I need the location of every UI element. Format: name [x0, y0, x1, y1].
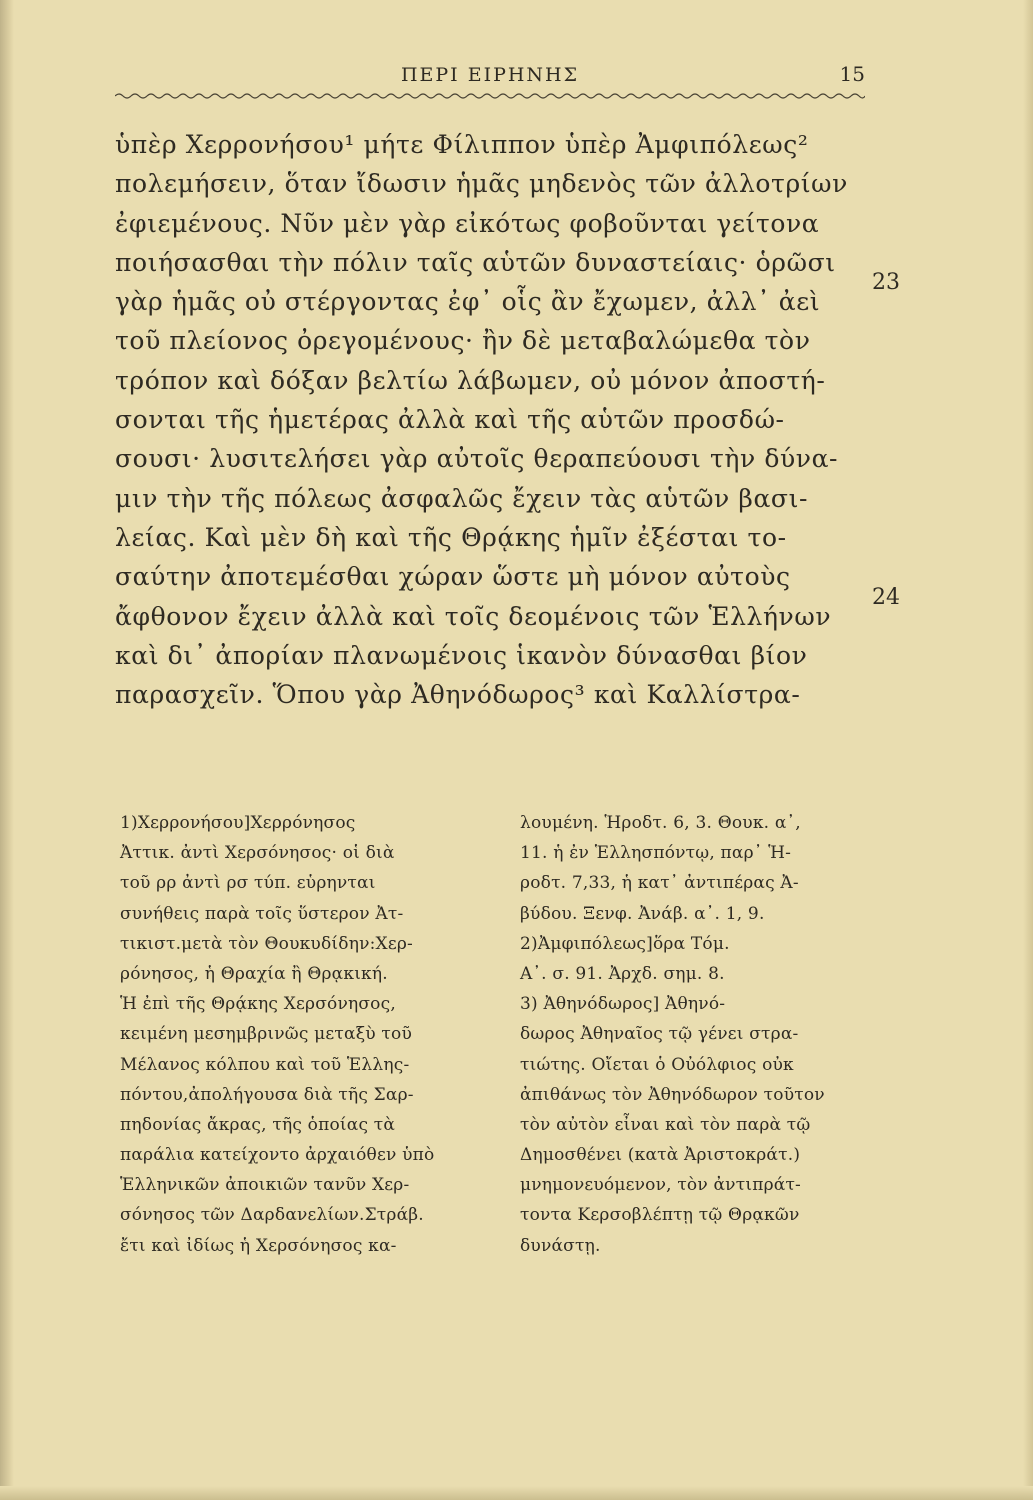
footnote-line: 2)Ἀμφιπόλεως]ὅρα Τόμ. — [520, 933, 730, 954]
footnote-line: τὸν αὐτὸν εἶναι καὶ τὸν παρὰ τῷ — [520, 1114, 811, 1135]
footnote-line: πόντου,ἀπολήγουσα διὰ τῆς Σαρ- — [120, 1084, 414, 1105]
footnote-line: ροδτ. 7,33, ἡ κατ᾽ ἀντιπέρας Ἀ- — [520, 873, 799, 894]
footnote-line: παράλια κατείχοντο ἀρχαιόθεν ὑπὸ — [120, 1145, 435, 1166]
footnote-line: δωρος Ἀθηναῖος τῷ γένει στρα- — [520, 1024, 799, 1045]
section-number-24: 24 — [872, 585, 900, 610]
text-line: ποιήσασθαι τὴν πόλιν ταῖς αὑτῶν δυναστείαις· ὁρῶσι — [115, 247, 836, 277]
footnotes — [120, 808, 910, 1328]
page-number: 15 — [839, 62, 865, 86]
page-bottom-edge — [0, 1486, 1033, 1500]
text-line: μιν τὴν τῆς πόλεως ἀσφαλῶς ἔχειν τὰς αὑτῶν βασι- — [115, 483, 809, 513]
text-line: παρασχεῖν. Ὅπου γὰρ Ἀθηνόδωρος³ καὶ Καλλίστρα- — [115, 680, 801, 710]
page-right-edge — [1023, 0, 1033, 1500]
footnote-line: τικιστ.μετὰ τὸν Θουκυδίδην:Χερ- — [120, 933, 413, 954]
text-line: πολεμήσειν, ὅταν ἴδωσιν ἡμᾶς μηδενὸς τῶν ἀλλοτρίων — [115, 169, 848, 199]
text-line: σουσι· λυσιτελήσει γὰρ αὐτοῖς θεραπεύουσι τὴν δύνα- — [115, 444, 839, 474]
footnote-line: Α᾽. σ. 91. Ἀρχδ. σημ. 8. — [520, 963, 725, 984]
footnote-line: Ἑλληνικῶν ἀποικιῶν τανῦν Χερ- — [120, 1175, 410, 1196]
footnote-line: βύδου. Ξενφ. Ἀνάβ. α᾽. 1, 9. — [520, 903, 765, 924]
text-line: ἐφιεμένους. Νῦν μὲν γὰρ εἰκότως φοβοῦνται γείτονα — [115, 208, 820, 238]
footnote-line: πηδονίας ἄκρας, τῆς ὁποίας τὰ — [120, 1114, 396, 1135]
text-line: ἄφθονον ἔχειν ἀλλὰ καὶ τοῖς δεομένοις τῶν Ἑλλήνων — [115, 601, 832, 631]
footnote-line: συνήθεις παρὰ τοῖς ὕστερον Ἀτ- — [120, 903, 404, 924]
footnote-line: δυνάστῃ. — [520, 1235, 601, 1256]
footnote-line: Μέλανος κόλπου καὶ τοῦ Ἑλλης- — [120, 1054, 410, 1075]
footnote-line: κειμένη μεσημβρινῶς μεταξὺ τοῦ — [120, 1024, 412, 1045]
footnote-line: ρόνησος, ἡ Θραχία ἢ Θρᾳκική. — [120, 963, 388, 984]
footnote-line: 11. ἡ ἐν Ἑλλησπόντῳ, παρ᾽ Ἡ- — [520, 843, 792, 864]
text-line: τοῦ πλείονος ὀρεγομένους· ἢν δὲ μεταβαλώμεθα τὸν — [115, 326, 811, 356]
page-binding-edge — [0, 0, 14, 1500]
footnote-line: τιώτης. Οἴεται ὁ Οὐόλφιος οὐκ — [520, 1054, 794, 1075]
footnotes-left-column — [120, 808, 500, 1261]
footnote-line: ἀπιθάνως τὸν Ἀθηνόδωρον τοῦτον — [520, 1084, 825, 1105]
text-line: γὰρ ἡμᾶς οὐ στέργοντας ἐφ᾽ οἷς ἂν ἔχωμεν, ἀλλ᾽ ἀεὶ — [115, 287, 821, 317]
footnote-line: λουμένη. Ἡροδτ. 6, 3. Θουκ. α᾽, — [520, 813, 801, 833]
footnote-line: μνημονευόμενον, τὸν ἀντιπράτ- — [520, 1175, 801, 1196]
wavy-header-rule — [115, 92, 865, 100]
section-number-23: 23 — [872, 270, 900, 295]
footnote-line: ἔτι καὶ ἰδίως ἡ Χερσόνησος κα- — [120, 1235, 397, 1256]
running-header — [115, 60, 865, 100]
main-text — [115, 125, 885, 714]
text-line: τρόπον καὶ δόξαν βελτίω λάβωμεν, οὐ μόνον ἀποστή- — [115, 365, 826, 395]
footnote-line: Δημοσθένει (κατὰ Ἀριστοκράτ.) — [520, 1145, 801, 1166]
text-line: σονται τῆς ἡμετέρας ἀλλὰ καὶ τῆς αὑτῶν προσδώ- — [115, 405, 785, 435]
text-line: λείας. Καὶ μὲν δὴ καὶ τῆς Θρᾴκης ἡμῖν ἐξέσται το- — [115, 522, 787, 552]
footnote-line: τοντα Κερσοβλέπτῃ τῷ Θρᾳκῶν — [520, 1205, 800, 1226]
running-title: ΠΕΡΙ ΕΙΡΗΝΗΣ — [400, 64, 580, 86]
footnote-line: 3) Ἀθηνόδωρος] Ἀθηνό- — [520, 994, 726, 1015]
footnote-line: Ἀττικ. ἀντὶ Χερσόνησος· οἱ διὰ — [120, 843, 395, 864]
footnote-line: σόνησος τῶν Δαρδανελίων.Στράβ. — [120, 1205, 424, 1226]
footnotes-right-column — [520, 808, 900, 1261]
footnote-line: τοῦ ρρ ἀντὶ ρσ τύπ. εὑρηνται — [120, 873, 376, 894]
text-line: καὶ δι᾽ ἀπορίαν πλανωμένοις ἱκανὸν δύνασθαι βίον — [115, 640, 808, 670]
footnote-line: 1)Χερρονήσου]Χερρόνησος — [120, 813, 356, 833]
text-line: ὑπὲρ Χερρονήσου¹ μήτε Φίλιππον ὑπὲρ Ἀμφιπόλεως² — [115, 130, 809, 159]
footnote-line: Ἡ ἐπὶ τῆς Θρᾴκης Χερσόνησος, — [120, 994, 396, 1015]
text-line: σαύτην ἀποτεμέσθαι χώραν ὥστε μὴ μόνον αὐτοὺς — [115, 562, 791, 592]
